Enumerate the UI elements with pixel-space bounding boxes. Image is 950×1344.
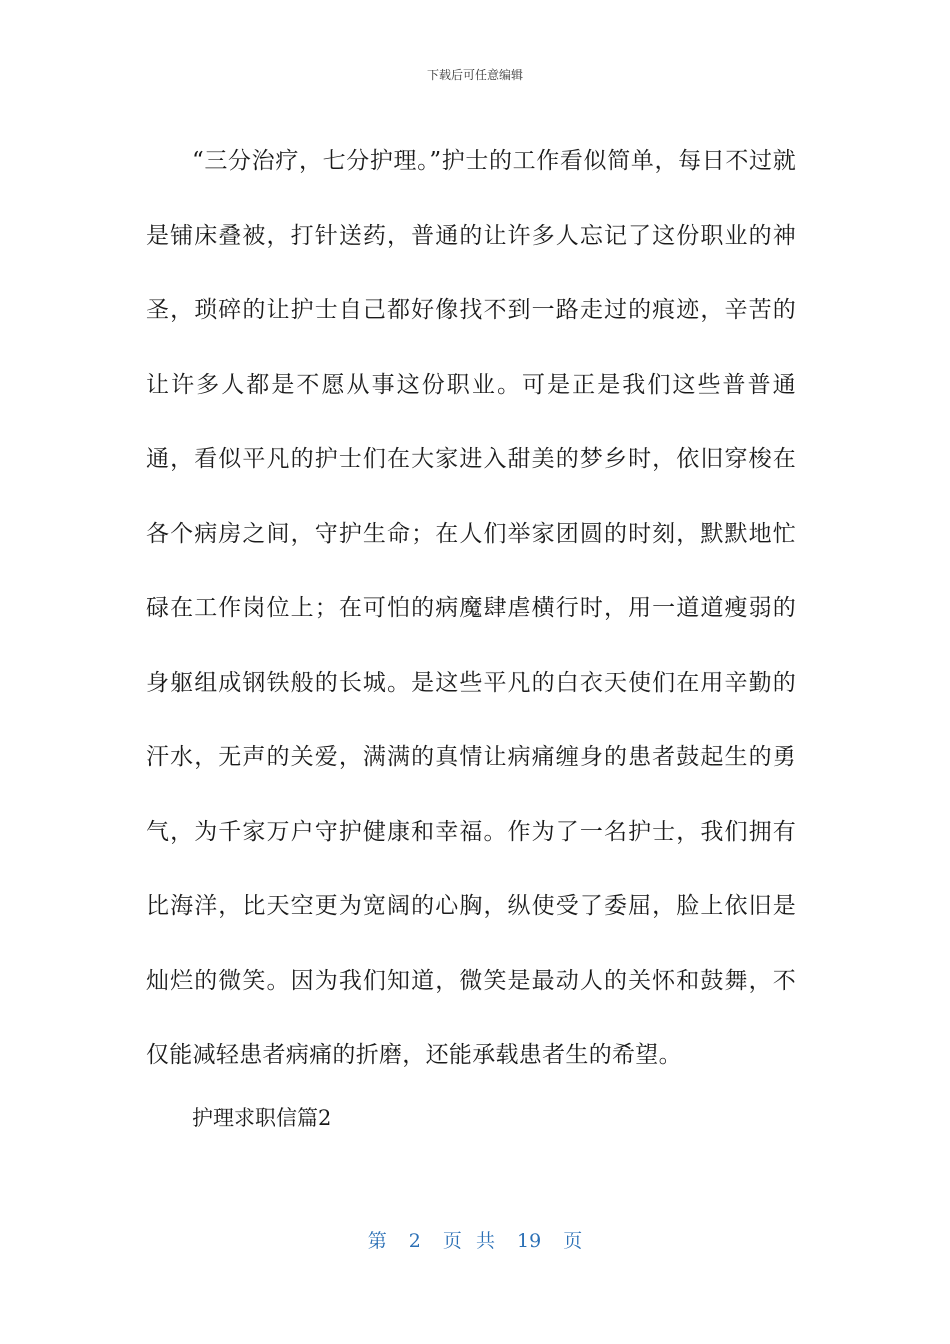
footer-page-number: 2: [408, 1230, 421, 1252]
footer-suffix: 页: [563, 1230, 583, 1252]
page-header: 下载后可任意编辑: [426, 68, 523, 82]
footer-total-pages: 19: [517, 1230, 542, 1252]
section-heading: 护理求职信篇2: [192, 1106, 332, 1130]
page-footer: [0, 1226, 950, 1253]
body-paragraph: “三分治疗，七分护理。”护士的工作看似简单，每日不过就是铺床叠被，打针送药，普通的让许多人忘记了这份职业的神圣，琐碎的让护士自己都好像找不到一路走过的痕迹，辛苦的让许多人都是不愿从事这份职业。可是正是我们这些普普通通，看似平凡的护士们在大家进入甜美的梦乡时，依旧穿梭在各个病房之间，守护生命；在人们举家团圆的时刻，默默地忙碌在工作岗位上；在可怕的病魔肆虐横行时，用一道道瘦弱的身躯组成钢铁般的长城。是这些平凡的白衣天使们在用辛勤的汗水，无声的关爱，满满的真情让病痛缠身的患者鼓起生的勇气，为千家万户守护健康和幸福。作为了一名护士，我们拥有比海洋，比天空更为宽阔的心胸，纵使受了委屈，脸上依旧是灿烂的微笑。因为我们知道，微笑是最动人的关怀和鼓舞，不仅能减轻患者病痛的折磨，还能承载患者生的希望。: [146, 148, 796, 1068]
footer-prefix: 第: [367, 1230, 387, 1252]
footer-middle: 页 共: [442, 1230, 495, 1252]
